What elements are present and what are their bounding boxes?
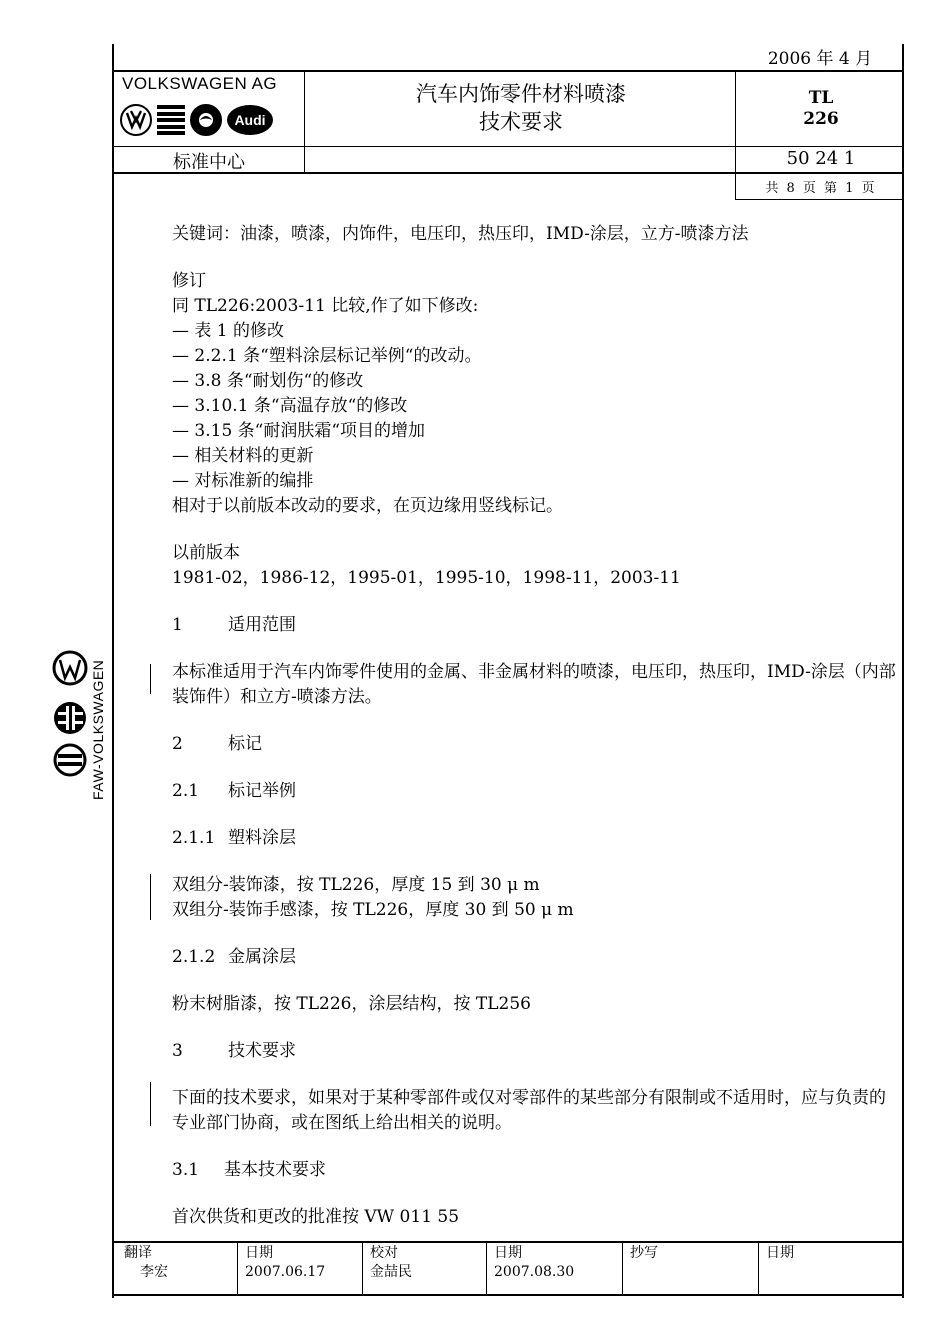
section-number: 3 [172, 1041, 183, 1061]
date-value: 2007.08.30 [494, 1264, 575, 1280]
section-number: 2 [172, 734, 183, 754]
footer-divider [362, 1241, 363, 1296]
company-name: VOLKSWAGEN AG [122, 74, 278, 93]
section-title: 基本技术要求 [224, 1160, 326, 1180]
previous-versions-title: 以前版本 [172, 543, 240, 563]
section-2-1-1-line-2: 双组分-装饰手感漆，按 TL226，厚度 30 到 50 μ m [172, 900, 574, 920]
date-value: 2007.06.17 [245, 1264, 326, 1280]
document-body [172, 222, 900, 1230]
section-2-1-heading [172, 779, 900, 804]
revision-item: — 3.10.1 条“高温存放“的修改 [172, 396, 408, 416]
previous-versions-list: 1981-02，1986-12，1995-01，1995-10，1998-11，2003-11 [172, 568, 681, 588]
section-1-heading [172, 613, 900, 638]
translator-value: 李宏 [140, 1264, 168, 1280]
date-label: 日期 [766, 1245, 794, 1261]
revision-item: — 3.15 条“耐润肤霜“项目的增加 [172, 421, 426, 441]
section-1-text: 本标准适用于汽车内饰零件使用的金属、非金属材料的喷漆，电压印，热压印，IMD-涂层（内部装饰件）和立方-喷漆方法。 [172, 662, 896, 707]
revision-item: — 3.8 条“耐划伤“的修改 [172, 371, 364, 391]
copy-label: 抄写 [630, 1245, 658, 1261]
footer-divider [237, 1241, 238, 1296]
footer-bottom-rule [112, 1294, 904, 1296]
revision-note: 相对于以前版本改动的要求，在页边缘用竖线标记。 [172, 496, 563, 516]
seat-logo-icon [157, 105, 185, 135]
section-3-heading [172, 1039, 900, 1064]
standard-code [738, 88, 904, 130]
keywords: 关键词：油漆，喷漆，内饰件，电压印，热压印，IMD-涂层，立方-喷漆方法 [172, 224, 749, 244]
section-title: 标记 [228, 734, 262, 754]
frame-left-border [112, 44, 114, 1298]
change-mark-s1 [150, 664, 151, 694]
standard-number: 50 24 1 [786, 148, 856, 169]
change-mark-s211 [150, 874, 151, 920]
footer-copy [630, 1244, 658, 1263]
section-title: 塑料涂层 [228, 828, 296, 848]
footer-divider [622, 1241, 623, 1296]
title-line-1: 汽车内饰零件材料喷漆 [416, 82, 626, 106]
header-top-rule [112, 70, 904, 72]
date-label: 日期 [245, 1245, 273, 1261]
section-2-1-1-heading [172, 826, 900, 851]
header-col-divider-1 [304, 70, 305, 172]
footer-divider [758, 1241, 759, 1296]
section-2-heading [172, 732, 900, 757]
document-title [306, 80, 736, 136]
section-3-text: 下面的技术要求，如果对于某种零部件或仅对零部件的某些部分有限制或不适用时，应与负责的专业部门协商，或在图纸上给出相关的说明。 [172, 1088, 886, 1133]
page-box-bottom-rule [735, 199, 903, 200]
revision-item: — 表 1 的修改 [172, 321, 285, 341]
faw-vw-logo-icon [52, 648, 88, 782]
footer-translator [124, 1244, 168, 1282]
vw-logo-icon [120, 104, 152, 136]
section-title: 适用范围 [228, 615, 296, 635]
page-count: 共 8 页 第 1 页 [765, 181, 877, 196]
issue-date: 2006 年 4 月 [767, 49, 873, 69]
skoda-logo-icon [190, 104, 222, 136]
section-number: 1 [172, 615, 183, 635]
section-2-1-2-heading [172, 945, 900, 970]
proofreader-label: 校对 [370, 1245, 398, 1261]
revision-item: — 对标准新的编排 [172, 471, 314, 491]
section-number: 2.1 [172, 781, 200, 801]
section-number: 3.1 [172, 1160, 200, 1180]
revision-title: 修订 [172, 271, 206, 291]
code-line-2: 226 [803, 109, 839, 129]
change-mark-s3 [150, 1082, 151, 1126]
section-3-1-heading [172, 1158, 900, 1183]
section-title: 标记举例 [228, 781, 296, 801]
footer-proofreader [370, 1244, 412, 1282]
audi-logo-icon: Audi [227, 105, 273, 135]
revision-item: — 2.2.1 条“塑料涂层标记举例“的改动。 [172, 346, 482, 366]
date-label: 日期 [494, 1245, 522, 1261]
section-title: 技术要求 [228, 1041, 296, 1061]
footer-top-rule [112, 1241, 904, 1243]
footer-divider [486, 1241, 487, 1296]
revision-intro: 同 TL226:2003-11 比较,作了如下修改: [172, 296, 479, 316]
footer-date-3 [766, 1244, 794, 1263]
section-number: 2.1.2 [172, 947, 216, 967]
faw-volkswagen-label: FAW-VOLKSWAGEN [90, 659, 106, 800]
proofreader-value: 金喆民 [370, 1264, 412, 1280]
section-number: 2.1.1 [172, 828, 216, 848]
footer-date-2 [494, 1244, 574, 1282]
section-2-1-1-line-1: 双组分-装饰漆，按 TL226，厚度 15 到 30 μ m [172, 875, 540, 895]
code-line-1: TL [808, 88, 834, 108]
brand-logos [120, 104, 273, 136]
frame-right-border [902, 44, 904, 1298]
department: 标准中心 [173, 152, 245, 173]
title-line-2: 技术要求 [479, 110, 563, 134]
section-3-1-text: 首次供货和更改的批准按 VW 011 55 [172, 1207, 460, 1227]
footer-date-1 [245, 1244, 325, 1282]
section-title: 金属涂层 [228, 947, 296, 967]
translator-label: 翻译 [124, 1245, 152, 1261]
header-mid-rule [112, 146, 904, 147]
section-2-1-2-text: 粉末树脂漆，按 TL226，涂层结构，按 TL256 [172, 994, 531, 1014]
revision-item: — 相关材料的更新 [172, 446, 314, 466]
